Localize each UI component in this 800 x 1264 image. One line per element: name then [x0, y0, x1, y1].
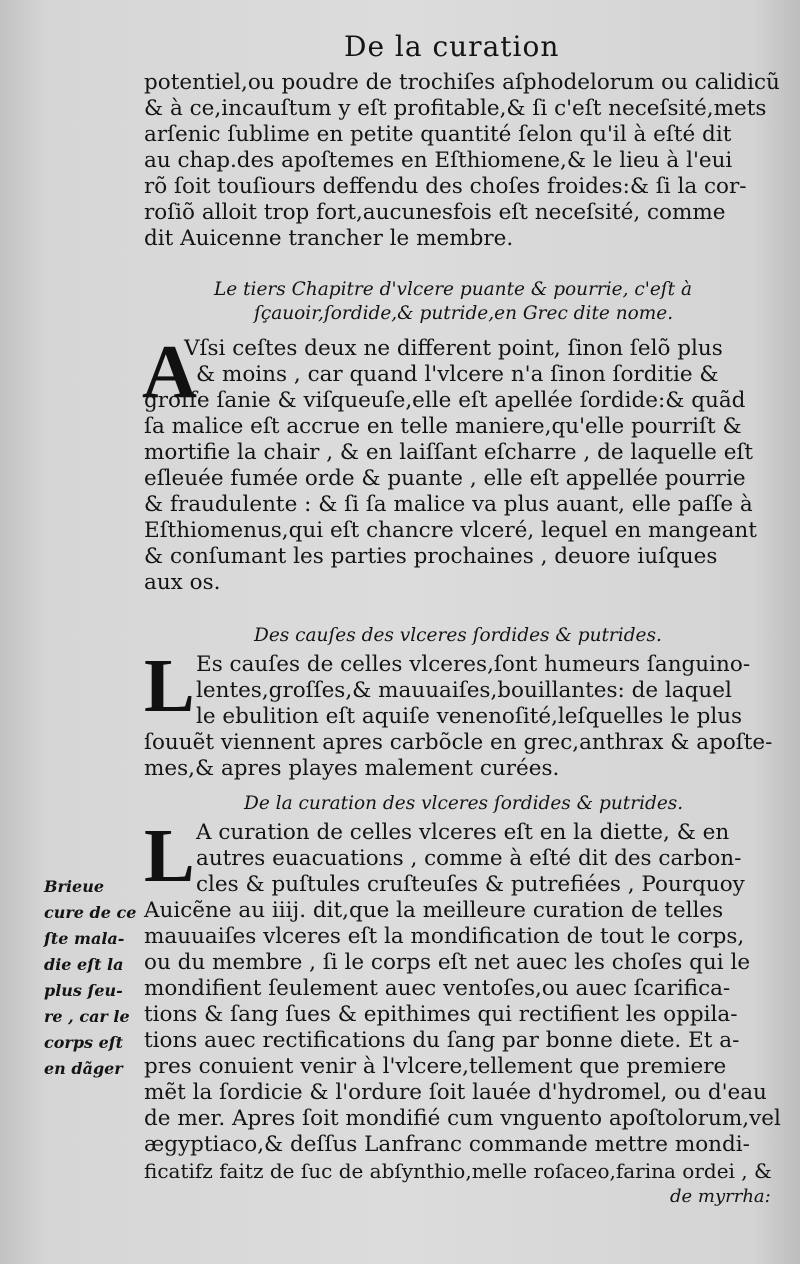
margin-line: en dãger [44, 1059, 123, 1078]
paragraph-chapter [142, 330, 784, 596]
text-line: rõ ſoit touſiours deffendu des choſes froides:& ſi la cor- [144, 174, 747, 199]
margin-line: re , car le [44, 1007, 130, 1026]
section-heading-curation: De la curation des vlceres ſordides & putrides. [244, 793, 684, 814]
margin-line: cure de ce [44, 903, 137, 922]
margin-line: Brieue [44, 877, 105, 896]
running-header: De la curation [344, 30, 560, 63]
text-line: Vſsi ceſtes deux ne different point, ſinon ſelõ plus [184, 336, 723, 361]
text-line: eſleuée fumée orde & puante , elle eſt appellée pourrie [144, 466, 746, 491]
text-line: mes,& apres playes malement curées. [144, 756, 560, 781]
heading-line: Le tiers Chapitre d'vlcere puante & pourrie, c'eſt à [214, 279, 692, 300]
text-line: de mer. Apres ſoit mondifié cum vnguento apoſtolorum,vel [144, 1106, 781, 1131]
text-line: ægyptiaco,& deſſus Lanfranc commande mettre mondi- [144, 1132, 750, 1157]
text-line: ſouuẽt viennent apres carbõcle en grec,anthrax & apoſte- [144, 730, 773, 755]
margin-note [44, 874, 136, 1082]
text-line: & à ce,incauſtum y eſt profitable,& ſi c'eſt neceſsité,mets [144, 96, 767, 121]
margin-line: corps eſt [44, 1033, 124, 1052]
text-line: le ebulition eſt aquiſe venenoſité,leſquelles le plus [196, 704, 743, 729]
text-line: lentes,groſſes,& mauuaiſes,bouillantes: de laquel [196, 678, 732, 703]
text-line: de myrrha: [670, 1186, 771, 1207]
text-line: arſenic ſublime en petite quantité ſelon qu'il à eſté dit [144, 122, 732, 147]
text-line: autres euacuations , comme à eſté dit des carbon- [196, 846, 742, 871]
drop-cap-a: A [142, 330, 197, 414]
text-line: dit Auicenne trancher le membre. [144, 226, 514, 251]
chapter-heading [214, 278, 800, 326]
text-line: ou du membre , ſi le corps eſt net auec les choſes qui le [144, 950, 751, 975]
text-line: Auicẽne au iiij. dit,que la meilleure curation de telles [144, 898, 724, 923]
text-line: mortifie la chair , & en laiſſant eſcharre , de laquelle eſt [144, 440, 754, 465]
drop-cap-l: L [144, 814, 195, 898]
text-line: & moins , car quand l'vlcere n'a ſinon ſorditie & [196, 362, 719, 387]
text-line: aux os. [144, 570, 221, 595]
text-line: ſa malice eſt accrue en telle maniere,qu'elle pourriſt & [144, 414, 742, 439]
margin-line: plus ſeu- [44, 981, 123, 1000]
text-line: mẽt la ſordicie & l'ordure ſoit lauée d'hydromel, ou d'eau [144, 1080, 767, 1105]
paragraph-curation [144, 814, 784, 1210]
text-line: potentiel,ou poudre de trochiſes aſphodelorum ou calidicũ [144, 70, 780, 95]
text-line: tions auec rectifications du ſang par bonne diete. Et a- [144, 1028, 740, 1053]
margin-line: ſte mala- [44, 929, 125, 948]
text-line: mondifient ſeulement auec ventoſes,ou auec ſcarifica- [144, 976, 731, 1001]
text-line: pres conuient venir à l'vlcere,tellement que premiere [144, 1054, 727, 1079]
paragraph-causes [144, 652, 784, 782]
drop-cap-l: L [144, 644, 195, 728]
text-line: & conſumant les parties prochaines , deuore iuſques [144, 544, 718, 569]
section-heading-causes: Des cauſes des vlceres ſordides & putrides. [254, 625, 662, 646]
text-line: Eſthiomenus,qui eſt chancre vlceré, lequel en mangeant [144, 518, 757, 543]
text-line: au chap.des apoſtemes en Eſthiomene,& le lieu à l'eui [144, 148, 733, 173]
text-line: groſſe ſanie & viſqueuſe,elle eſt apellée ſordide:& quãd [144, 388, 746, 413]
text-line: ficatifz faitz de ſuc de abſynthio,melle roſaceo,farina ordei , & [144, 1159, 772, 1183]
text-line: roſiõ alloit trop fort,aucunesfois eſt neceſsité, comme [144, 200, 726, 225]
text-line: & fraudulente : & ſi ſa malice va plus auant, elle paſſe à [144, 492, 753, 517]
text-block-continuation [144, 70, 784, 252]
text-line: tions & ſang ſues & epithimes qui rectifient les oppila- [144, 1002, 738, 1027]
text-line: Es cauſes de celles vlceres,ſont humeurs ſanguino- [196, 652, 751, 677]
margin-line: die eſt la [44, 955, 124, 974]
text-line: A curation de celles vlceres eſt en la diette, & en [196, 820, 730, 845]
heading-line: ſçauoir,ſordide,& putride,en Grec dite nome. [254, 303, 674, 324]
text-line: cles & puſtules cruſteuſes & putrefiées , Pourquoy [196, 872, 745, 897]
text-line: mauuaiſes vlceres eſt la mondification de tout le corps, [144, 924, 745, 949]
